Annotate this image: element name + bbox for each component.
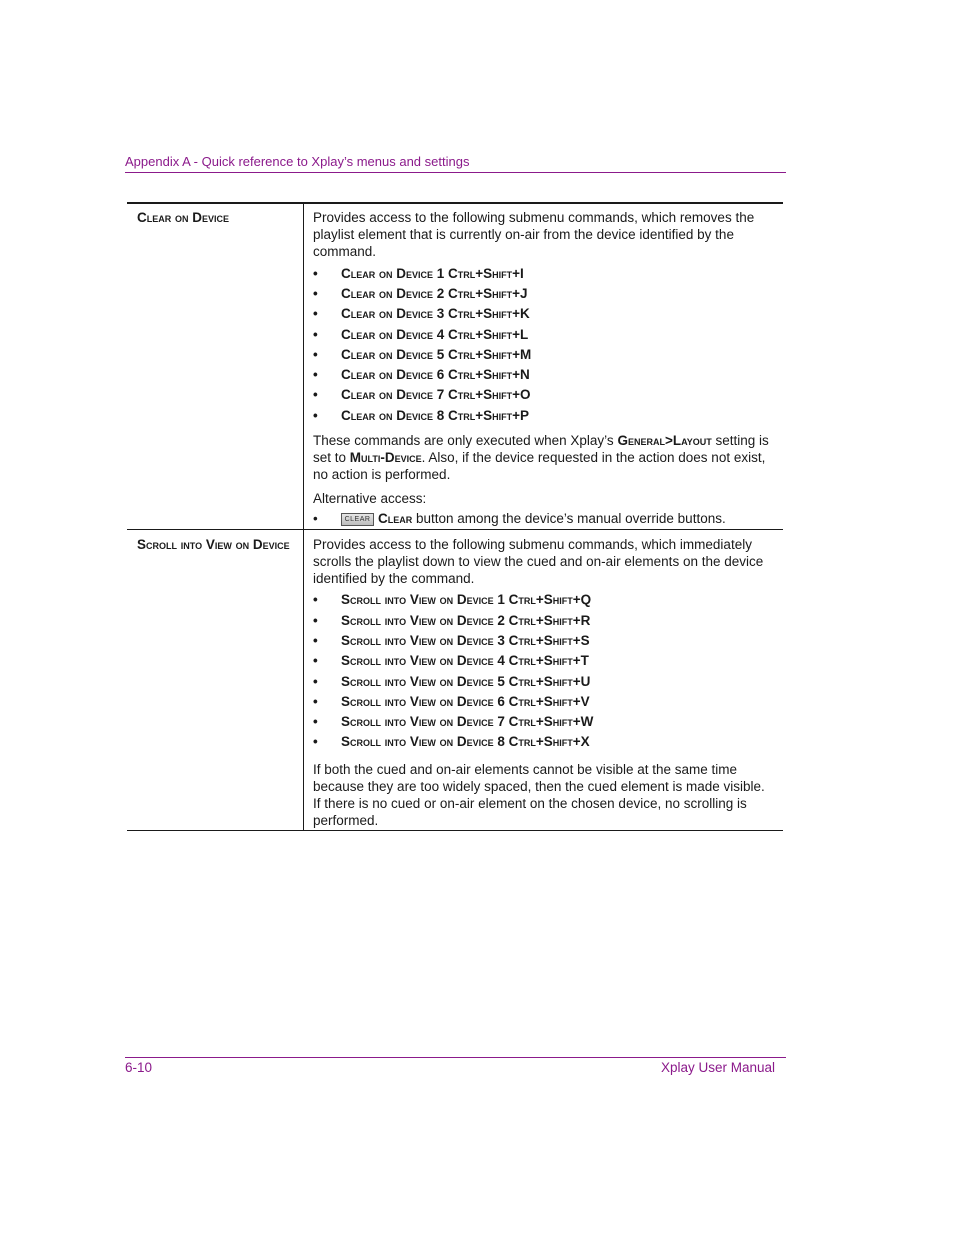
- list-item: • Scroll into View on Device 4 Ctrl+Shift+T: [313, 651, 775, 671]
- bullet-icon: •: [313, 653, 318, 669]
- list-item: [313, 509, 775, 529]
- clear-button-icon: CLEAR: [341, 513, 374, 526]
- list-item: • Scroll into View on Device 8 Ctrl+Shift+X: [313, 732, 775, 752]
- bullet-icon: •: [313, 673, 318, 689]
- list-item: • Scroll into View on Device 5 Ctrl+Shift+U: [313, 672, 775, 692]
- list-item: • Clear on Device 2 Ctrl+Shift+J: [313, 284, 775, 304]
- table-row: [127, 529, 783, 830]
- description-cell: [304, 529, 784, 830]
- bullet-icon: •: [313, 734, 318, 750]
- list-item: • Clear on Device 5 Ctrl+Shift+M: [313, 345, 775, 365]
- bullet-icon: •: [313, 693, 318, 709]
- clear-button-name: Clear: [378, 510, 413, 526]
- setting-value: Multi-Device: [349, 450, 422, 466]
- command-list: [313, 590, 775, 752]
- bullet-icon: •: [313, 326, 318, 342]
- bullet-icon: •: [313, 367, 318, 383]
- footer-divider: [125, 1057, 786, 1058]
- description-note: These commands are only executed when Xplay’s General>Layout setting is set to Multi-Device. Also, if the device requested in the action does not exist, no action is performed.: [313, 432, 769, 483]
- bullet-icon: •: [313, 612, 318, 628]
- reference-table: [127, 202, 783, 831]
- alternative-access-text: button among the device’s manual override buttons.: [416, 510, 726, 526]
- bullet-icon: •: [313, 265, 318, 281]
- bullet-icon: •: [313, 346, 318, 362]
- bullet-icon: •: [313, 592, 318, 608]
- term-cell: [127, 203, 304, 529]
- bullet-icon: •: [313, 633, 318, 648]
- list-item: • Clear on Device 8 Ctrl+Shift+P: [313, 406, 775, 426]
- bullet-icon: •: [313, 306, 318, 322]
- header-divider: [125, 172, 786, 173]
- page-header-title: Appendix A - Quick reference to Xplay’s menus and settings: [125, 154, 470, 169]
- table-row: [127, 203, 783, 529]
- bullet-icon: •: [313, 714, 318, 730]
- list-item: • Scroll into View on Device 6 Ctrl+Shift+V: [313, 692, 775, 712]
- description-intro: Provides access to the following submenu commands, which removes the playlist element that is currently on-air from the device identified by the command.: [313, 210, 755, 260]
- manual-title: Xplay User Manual: [660, 1060, 775, 1075]
- list-item: • Scroll into View on Device 2 Ctrl+Shift+R: [313, 611, 775, 631]
- description-intro: Provides access to the following submenu commands, which immediately scrolls the playlist down to view the cued and on-air elements on the device identified by the command.: [313, 536, 764, 587]
- alternative-access-label: Alternative access:: [313, 490, 427, 506]
- command-list: [313, 264, 775, 426]
- term-clear-on-device: Clear on Device: [137, 210, 230, 225]
- list-item: • Clear on Device 6 Ctrl+Shift+N: [313, 365, 775, 385]
- bullet-icon: •: [313, 407, 318, 423]
- term-scroll-into-view: Scroll into View on Device: [137, 536, 290, 552]
- setting-name: General>Layout: [617, 432, 712, 448]
- list-item: • Clear on Device 3 Ctrl+Shift+K: [313, 304, 775, 324]
- description-cell: [304, 203, 784, 529]
- list-item: • Scroll into View on Device 1 Ctrl+Shift+Q: [313, 590, 775, 610]
- list-item: • Scroll into View on Device 3 Ctrl+Shift+S: [313, 631, 775, 651]
- bullet-icon: •: [313, 510, 318, 526]
- bullet-icon: •: [313, 285, 318, 301]
- description-note: If both the cued and on-air elements cannot be visible at the same time because they are too widely spaced, then the cued element is made visible. If there is no cued or on-air element on the chosen device, no scrolling is performed.: [313, 761, 765, 829]
- list-item: • Clear on Device 4 Ctrl+Shift+L: [313, 325, 775, 345]
- page-number: 6-10: [125, 1060, 153, 1075]
- term-cell: [127, 529, 304, 830]
- bullet-icon: •: [313, 387, 318, 403]
- list-item: • Clear on Device 1 Ctrl+Shift+I: [313, 264, 775, 284]
- list-item: • Clear on Device 7 Ctrl+Shift+O: [313, 385, 775, 405]
- list-item: • Scroll into View on Device 7 Ctrl+Shift+W: [313, 712, 775, 732]
